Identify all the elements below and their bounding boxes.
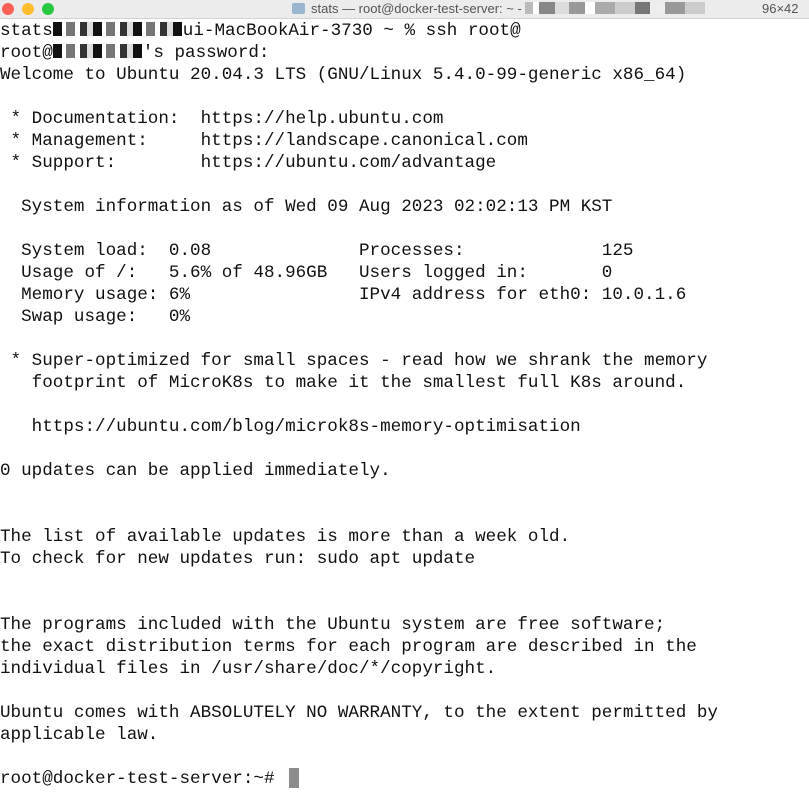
terminal-line: [0, 526, 809, 548]
terminal-line: [0, 438, 809, 460]
terminal-line: [0, 482, 809, 504]
terminal-line-text: ui-MacBookAir-3730 ~ % ssh root@: [182, 21, 521, 41]
terminal-line: [0, 372, 809, 394]
terminal-line: [0, 658, 809, 680]
terminal-line: [0, 262, 809, 284]
terminal-line: [0, 64, 809, 86]
terminal-line: [0, 548, 809, 570]
terminal-line: [0, 702, 809, 724]
terminal-line: [0, 680, 809, 702]
terminal-line-text: 's password:: [142, 43, 270, 63]
terminal-line: [0, 86, 809, 108]
terminal-line-text: Usage of /: 5.6% of 48.96GB Users logged in: 0: [0, 263, 613, 283]
terminal-line: [0, 614, 809, 636]
terminal-line: [0, 130, 809, 152]
terminal-line: [0, 152, 809, 174]
terminal-line: [0, 240, 809, 262]
terminal-line-text: root@: [0, 43, 53, 63]
terminal-line: [0, 746, 809, 768]
terminal-line-text: stats: [0, 21, 53, 41]
terminal-line: [0, 636, 809, 658]
redacted-text-mask: [53, 44, 143, 58]
terminal-line: [0, 504, 809, 526]
terminal-line: [0, 328, 809, 350]
terminal-line: [0, 108, 809, 130]
terminal-line-text: Memory usage: 6% IPv4 address for eth0: 10.0.1.6: [0, 285, 687, 305]
text-cursor: [289, 768, 299, 788]
terminal-line: [0, 592, 809, 614]
terminal-line: [0, 306, 809, 328]
terminal-line-text: https://ubuntu.com/blog/microk8s-memory-optimisation: [0, 417, 581, 437]
window-title-text: stats — root@docker-test-server: ~ -: [311, 1, 522, 16]
terminal-line-text: Ubuntu comes with ABSOLUTELY NO WARRANTY, to the extent permitted by: [0, 703, 718, 723]
terminal-line-text: System load: 0.08 Processes: 125: [0, 241, 634, 261]
terminal-line: [0, 350, 809, 372]
terminal-line: [0, 20, 809, 42]
terminal-line-text: individual files in /usr/share/doc/*/copyright.: [0, 659, 497, 679]
terminal-line: [0, 42, 809, 64]
terminal-line-text: To check for new updates run: sudo apt update: [0, 549, 476, 569]
terminal-line-text: * Management: https://landscape.canonical.com: [0, 131, 528, 151]
window-titlebar[interactable]: [0, 0, 809, 19]
terminal-output[interactable]: [0, 20, 809, 790]
redacted-hostname-mask: [525, 2, 705, 14]
redacted-text-mask: [53, 22, 183, 36]
terminal-dimensions: 96×42: [762, 1, 799, 16]
terminal-line: [0, 460, 809, 482]
terminal-line: [0, 218, 809, 240]
terminal-line: [0, 724, 809, 746]
terminal-line-text: The list of available updates is more than a week old.: [0, 527, 571, 547]
terminal-line: [0, 196, 809, 218]
zoom-window-button[interactable]: [42, 3, 54, 15]
terminal-line: [0, 416, 809, 438]
terminal-line-text: System information as of Wed 09 Aug 2023 02:02:13 PM KST: [0, 197, 613, 217]
terminal-line-text: * Support: https://ubuntu.com/advantage: [0, 153, 497, 173]
shell-prompt-line[interactable]: [0, 768, 809, 790]
terminal-line: [0, 570, 809, 592]
close-window-button[interactable]: [2, 3, 14, 15]
terminal-line-text: footprint of MicroK8s to make it the smallest full K8s around.: [0, 373, 687, 393]
terminal-line: [0, 394, 809, 416]
folder-icon: [292, 3, 305, 14]
window-title: [292, 1, 705, 16]
terminal-line-text: Swap usage: 0%: [0, 307, 191, 327]
terminal-line: [0, 174, 809, 196]
terminal-line-text: the exact distribution terms for each program are described in the: [0, 637, 697, 657]
terminal-line-text: Welcome to Ubuntu 20.04.3 LTS (GNU/Linux 5.4.0-99-generic x86_64): [0, 65, 687, 85]
shell-prompt: root@docker-test-server:~#: [0, 769, 286, 789]
terminal-line: [0, 284, 809, 306]
terminal-line-text: * Documentation: https://help.ubuntu.com: [0, 109, 444, 129]
terminal-line-text: 0 updates can be applied immediately.: [0, 461, 391, 481]
terminal-line-text: * Super-optimized for small spaces - read how we shrank the memory: [0, 351, 708, 371]
terminal-line-text: The programs included with the Ubuntu system are free software;: [0, 615, 666, 635]
terminal-line-text: applicable law.: [0, 725, 159, 745]
minimize-window-button[interactable]: [22, 3, 34, 15]
